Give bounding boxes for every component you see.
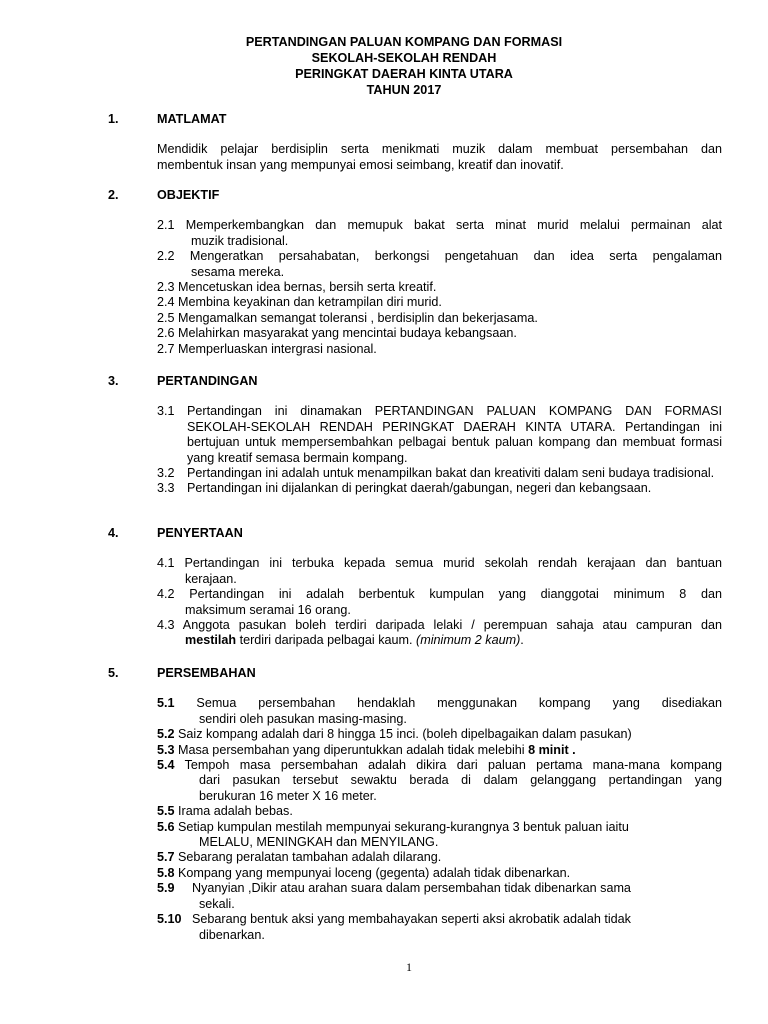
item-text: Irama adalah bebas. [174,804,293,819]
emphasis-text: 8 minit . [528,742,576,757]
list-item [157,587,722,618]
section-title: OBJEKTIF [157,188,220,202]
section-number: 3. [108,374,119,388]
item-text-cont: sendiri oleh pasukan masing-masing. [199,711,407,726]
section-title: PERTANDINGAN [157,374,258,388]
item-text-cont: dibenarkan. [199,927,265,942]
list-item [157,404,722,466]
section-persembahan [108,666,722,943]
item-text: Pertandingan ini adalah untuk menampilkan bakat dan kreativiti dalam seni budaya tradisional. [187,466,715,481]
list-item [157,850,722,865]
item-number: 5.7 [157,850,175,865]
item-text: 4.3 Anggota pasukan boleh terdiri daripada lelaki / perempuan sahaja atau campuran dan [157,618,722,633]
list-item [157,466,722,481]
section-number: 4. [108,526,119,540]
item-number: 5.4 [157,758,175,773]
item-text: 2.1 Memperkembangkan dan memupuk bakat serta minat murid melalui permainan alat [157,218,722,233]
section-title: PENYERTAAN [157,526,243,540]
item-text: Semua persembahan hendaklah menggunakan kompang yang disediakan [174,696,722,711]
section-body [157,696,722,943]
item-text: Sebarang bentuk aksi yang membahayakan seperti aksi akrobatik adalah tidak [181,912,631,927]
item-number: 5.5 [157,804,175,819]
list-item [157,758,722,804]
list-item [157,804,722,819]
list-item [157,618,722,649]
section-matlamat [108,112,722,173]
list-item: 2.3 Mencetuskan idea bernas, bersih serta kreatif. [157,280,437,295]
item-number: 5.1 [157,696,175,711]
section-body [157,404,722,496]
item-text: Setiap kumpulan mestilah mempunyai sekurang-kurangnya 3 bentuk paluan iaitu [174,819,629,834]
item-text-cont: dari pasukan tersebut sewaktu berada di dalam gelanggang pertandingan yang [199,773,722,788]
section-heading [108,526,722,541]
list-item [157,481,722,496]
item-number: 5.8 [157,865,175,880]
section-body [157,556,722,648]
section-heading [108,374,722,389]
item-text-cont: berukuran 16 meter X 16 meter. [199,788,377,803]
document-title [0,34,768,98]
list-item [157,743,722,758]
title-line-4: TAHUN 2017 [366,83,442,97]
section-body [157,218,722,357]
list-item: 2.7 Memperluaskan intergrasi nasional. [157,341,377,356]
section-heading [108,112,722,127]
title-line-1: PERTANDINGAN PALUAN KOMPANG DAN FORMASI [245,35,563,49]
section-objektif [108,188,722,357]
item-text-cont [157,633,722,648]
section-body [157,142,722,173]
item-number: 3.1 [157,404,175,419]
item-text: Saiz kompang adalah dari 8 hingga 15 inci. (boleh dipelbagaikan dalam pasukan) [174,727,632,742]
item-text: Masa persembahan yang diperuntukkan adalah tidak melebihi [174,742,529,757]
note-text: (minimum 2 kaum) [416,633,521,648]
section-heading [108,666,722,681]
title-line-3: PERINGKAT DAERAH KINTA UTARA [295,67,513,81]
list-item [157,912,722,943]
emphasis-text: mestilah [185,633,237,648]
section-number: 5. [108,666,119,680]
item-text: Kompang yang mempunyai loceng (gegenta) adalah tidak dibenarkan. [174,865,571,880]
item-text-cont: MELALU, MENINGKAH dan MENYILANG. [199,835,439,850]
item-number: 5.9 [157,881,175,896]
item-text: 2.2 Mengeratkan persahabatan, berkongsi pengetahuan dan idea serta pengalaman [157,249,722,264]
item-text: Pertandingan ini dinamakan PERTANDINGAN PALUAN KOMPANG DAN FORMASI SEKOLAH-SEKOLAH RENDAH PERINGKAT DAERAH KINTA UTARA. Pertandingan ini bertujuan untuk mempersembahkan pelbagai bentuk paluan kompang dan membuat formasi yang kreatif semasa bermain kompang. [187,404,722,465]
item-text: . [520,633,524,648]
list-item [157,866,722,881]
item-text-cont: sesama mereka. [191,264,285,279]
section-pertandingan [108,374,722,497]
section-title: MATLAMAT [157,112,227,126]
list-item [157,218,722,249]
item-text: 4.2 Pertandingan ini adalah berbentuk kumpulan yang dianggotai minimum 8 dan [157,587,722,602]
paragraph-line: membentuk insan yang mempunyai emosi seimbang, kreatif dan inovatif. [157,157,564,172]
list-item [157,727,722,742]
item-text: Sebarang peralatan tambahan adalah dilarang. [174,850,442,865]
list-item [157,696,722,727]
item-number: 5.3 [157,742,175,757]
list-item: 2.4 Membina keyakinan dan ketrampilan diri murid. [157,295,442,310]
section-penyertaan [108,526,722,649]
page-number: 1 [406,960,412,974]
section-number: 2. [108,188,119,202]
list-item: 2.6 Melahirkan masyarakat yang mencintai budaya kebangsaan. [157,326,517,341]
item-number: 5.6 [157,819,175,834]
title-line-2: SEKOLAH-SEKOLAH RENDAH [311,51,497,65]
section-heading [108,188,722,203]
list-item [157,820,722,851]
item-number: 5.10 [157,912,182,927]
item-text-cont: muzik tradisional. [191,233,289,248]
section-title: PERSEMBAHAN [157,666,256,680]
section-number: 1. [108,112,119,126]
list-item [157,556,722,587]
item-number: 5.2 [157,727,175,742]
list-item: 2.5 Mengamalkan semangat toleransi , berdisiplin dan bekerjasama. [157,310,538,325]
list-item [157,249,722,280]
list-item [157,881,722,912]
item-text: terdiri daripada pelbagai kaum. [236,633,417,648]
item-text-cont: kerajaan. [185,571,237,586]
paragraph-line: Mendidik pelajar berdisiplin serta menikmati muzik dalam membuat persembahan dan [157,142,722,157]
item-text: Tempoh masa persembahan adalah dikira dari paluan pertama mana-mana kompang [174,758,722,773]
item-number: 3.2 [157,466,175,481]
item-text: 4.1 Pertandingan ini terbuka kepada semua murid sekolah rendah kerajaan dan bantuan [157,556,722,571]
item-text-cont: sekali. [199,896,235,911]
item-text: Nyanyian ,Dikir atau arahan suara dalam persembahan tidak dibenarkan sama [174,881,631,896]
item-number: 3.3 [157,481,175,496]
item-text: Pertandingan ini dijalankan di peringkat daerah/gabungan, negeri dan kebangsaan. [187,481,652,496]
item-text-cont: maksimum seramai 16 orang. [185,602,351,617]
